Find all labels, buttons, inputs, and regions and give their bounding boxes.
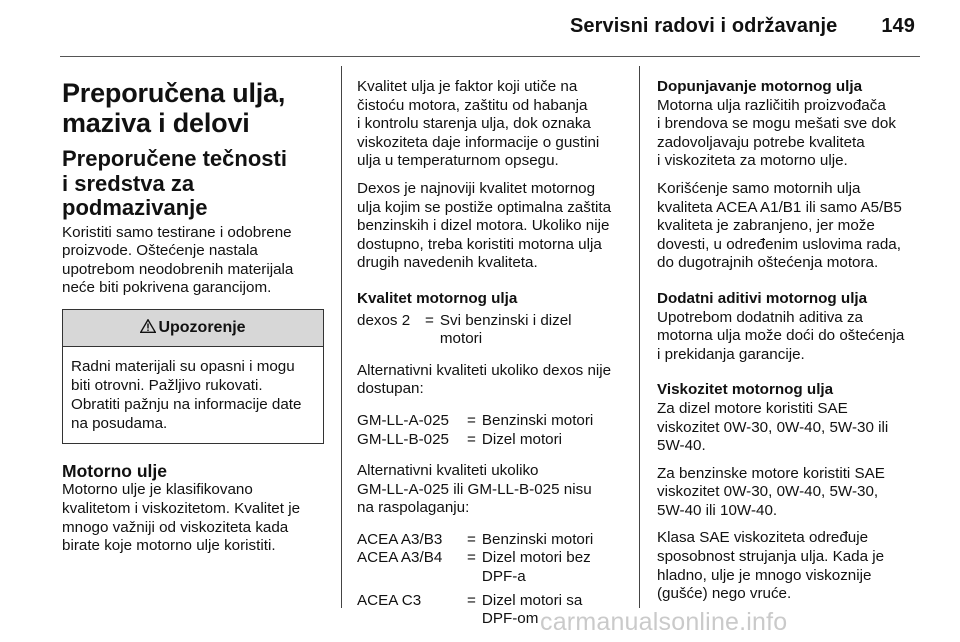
- page-number: 149: [881, 15, 915, 37]
- dexos-paragraph: Dexos je najnoviji kvalitet motornog ulja kojim se postiže optimalna zaštita benzinskih i dizel motora. Ukoliko nije dostupno, treba koristiti motorna ulja drugih navedenih kvaliteta.: [357, 179, 612, 272]
- gm-spec-table: [357, 412, 593, 449]
- column-2: [357, 78, 623, 642]
- table-row: ACEA A3/B3 = Benzinski motori: [357, 530, 594, 548]
- viscosity-heading: Viskozitet motornog ulja: [657, 381, 834, 399]
- dexos-table: [357, 312, 572, 349]
- column-3: [657, 78, 923, 604]
- topup-heading: Dopunjavanje motornog ulja: [657, 78, 863, 95]
- warning-triangle-icon: [140, 319, 156, 333]
- table-row: GM-LL-B-025 = Dizel motori: [357, 430, 563, 448]
- page-header-title: Servisni radovi i održavanje: [569, 15, 838, 37]
- viscosity-petrol-paragraph: Za benzinske motore koristiti SAE viskozitet 0W-30, 0W-40, 5W-30, 5W-40 ili 10W-40.: [657, 464, 885, 519]
- column-1: [62, 78, 324, 556]
- table-row: GM-LL-A-025 = Benzinski motori: [357, 411, 594, 429]
- oil-quality-paragraph: Kvalitet ulja je faktor koji utiče na čistoću motora, zaštitu od habanja i kontrolu starenja ulja, dok oznaka viskoziteta daje informacije o gustini ulja u temperaturnom opsegu.: [357, 78, 600, 170]
- warning-text: Radni materijali su opasni i mogu biti otrovni. Pažljivo rukovati. Obratiti pažnju na informacije date na posudama.: [71, 358, 302, 433]
- column-divider-1: [341, 66, 342, 608]
- forbidden-oils-paragraph: Korišćenje samo motornih ulja kvaliteta ACEA A1/B1 ili samo A5/B5 kvaliteta je zabranjeno, jer može dovesti, u određenim uslovima rada, do dugotrajnih oštećenja motora.: [657, 179, 902, 272]
- topup-paragraph: Motorna ulja različitih proizvođača i brendova se mogu mešati sve dok zadovoljavaju potrebe kvaliteta i viskoziteta za motorno ulje.: [657, 96, 896, 170]
- alternatives-paragraph-1: Alternativni kvaliteti ukoliko dexos nije dostupan:: [357, 361, 612, 398]
- watermark: carmanualsonline.info: [540, 608, 788, 636]
- page-header: [570, 15, 915, 38]
- table-row: ACEA C3 = Dizel motori sa DPF-om: [357, 591, 583, 628]
- header-divider: [60, 56, 920, 57]
- warning-box: [62, 309, 324, 445]
- oil-quality-heading: Kvalitet motornog ulja: [357, 289, 518, 307]
- additives-paragraph: Upotrebom dodatnih aditiva za motorna ulja može doći do oštećenja i prekidanja garancije.: [657, 308, 905, 363]
- table-row: ACEA A3/B4 = Dizel motori bez DPF-a: [357, 549, 591, 586]
- additives-heading: Dodatni aditivi motornog ulja: [657, 289, 868, 307]
- alternatives-paragraph-2: Alternativni kvaliteti ukoliko GM-LL-A-025 ili GM-LL-B-025 nisu na raspolaganju:: [357, 462, 592, 517]
- subsection-title: Preporučene tečnosti i sredstva za podmazivanje: [62, 146, 287, 220]
- intro-paragraph: Koristiti samo testirane i odobrene proizvode. Oštećenje nastala upotrebom neodobrenih materijala neće biti pokrivena garancijom.: [62, 223, 294, 297]
- column-divider-2: [639, 66, 640, 608]
- engine-oil-heading: Motorno ulje: [62, 461, 167, 482]
- warning-title: Upozorenje: [63, 310, 323, 348]
- viscosity-class-paragraph: Klasa SAE viskoziteta određuje sposobnost strujanja ulja. Kada je hladno, ulje je mnogo viskoznije (gušće) nego vruće.: [657, 529, 885, 603]
- viscosity-diesel-paragraph: Za dizel motore koristiti SAE viskozitet 0W-30, 0W-40, 5W-30 ili 5W-40.: [657, 399, 889, 455]
- engine-oil-paragraph: Motorno ulje je klasifikovano kvalitetom i viskozitetom. Kvalitet je mnogo važniji od viskoziteta kada birate koje motorno ulje koristiti.: [62, 481, 301, 555]
- table-row: dexos 2 = Svi benzinski i dizel motori: [357, 311, 572, 348]
- section-title: Preporučena ulja, maziva i delovi: [62, 78, 286, 138]
